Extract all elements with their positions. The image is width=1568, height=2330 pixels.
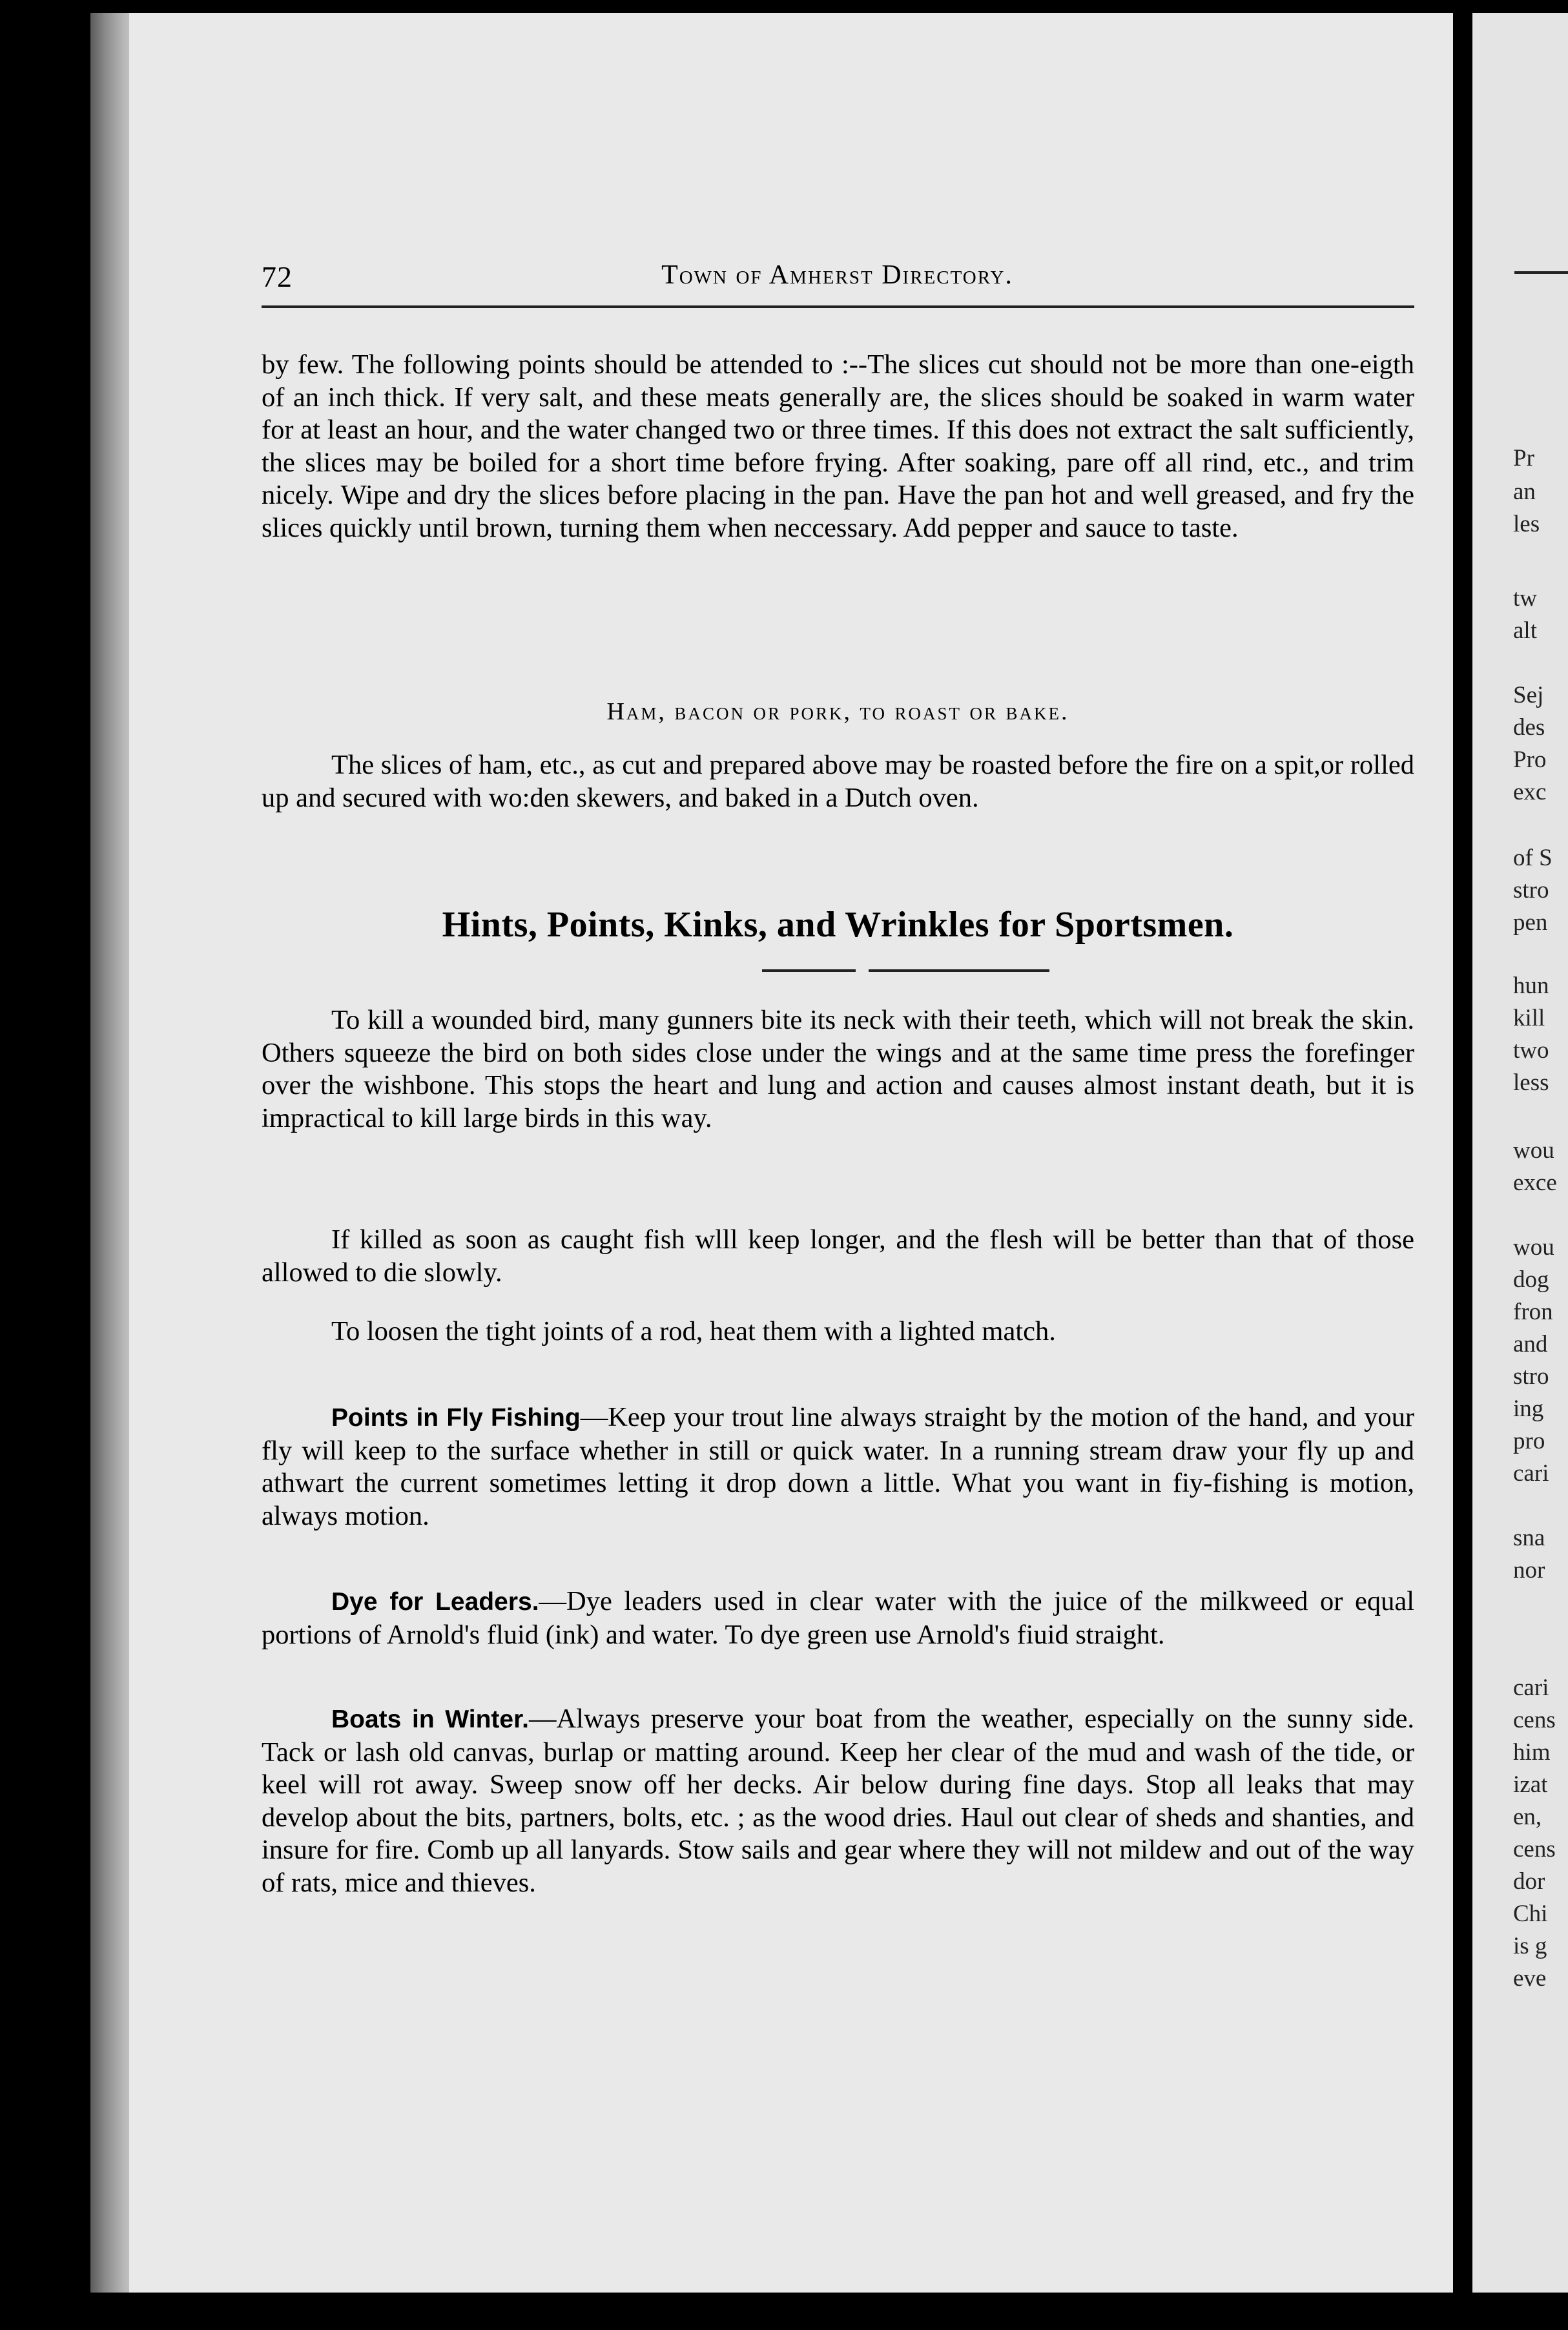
page-gutter <box>1453 0 1472 2330</box>
facing-page-line-fragment: cens <box>1513 1707 1556 1733</box>
fish-paragraph <box>262 1224 1414 1289</box>
paragraph-text <box>262 1703 1414 1899</box>
fly-fishing-paragraph <box>262 1401 1414 1532</box>
facing-page-line-fragment: cari <box>1513 1675 1549 1701</box>
header-rule <box>262 305 1414 308</box>
facing-page-line-fragment: tw <box>1513 585 1537 612</box>
facing-page-line-fragment: Pr <box>1513 445 1534 471</box>
facing-page-line-fragment: Sej <box>1513 682 1544 708</box>
title-rule-right <box>869 969 1049 972</box>
dye-heading: Dye for Leaders. <box>331 1588 539 1616</box>
facing-page-line-fragment: two <box>1513 1037 1549 1064</box>
section-title: Hints, Points, Kinks, and Wrinkles for Sportsmen. <box>442 905 1234 945</box>
facing-page-line-fragment: cari <box>1513 1460 1549 1487</box>
facing-page-line-fragment: eve <box>1513 1965 1547 1992</box>
facing-page-line-fragment: exc <box>1513 779 1547 805</box>
facing-page-header-rule <box>1514 271 1568 274</box>
paragraph-text: To loosen the tight joints of a rod, heat them with a lighted match. <box>331 1316 1056 1346</box>
fly-fishing-heading: Points in Fly Fishing <box>331 1404 581 1432</box>
facing-page-line-fragment: is g <box>1513 1933 1547 1959</box>
facing-page-line-fragment: cens <box>1513 1836 1556 1862</box>
facing-page-line-fragment: alt <box>1513 617 1537 644</box>
boats-winter-paragraph <box>262 1703 1414 1899</box>
facing-page-line-fragment: hun <box>1513 973 1549 999</box>
facing-page-line-fragment: nor <box>1513 1557 1545 1583</box>
facing-page-line-fragment: of S <box>1513 845 1553 871</box>
paragraph-text: To kill a wounded bird, many gunners bite its neck with their teeth, which will not break the skin. Others squeeze the bird on both sides close under the wings and at the same time press the forefinger over the wishbone. This stops the heart and lung and action and causes almost instant death, but it is impractical to kill large birds in this way. <box>262 1005 1414 1133</box>
facing-page-fragment <box>1472 13 1568 2293</box>
facing-page-line-fragment: stro <box>1513 877 1549 903</box>
dye-text: —Dye leaders used in clear water with the juice of the milkweed or equal portions of Arnold's fluid (ink) and water. To dye green use Arnold's fiuid straight. <box>262 1586 1414 1650</box>
facing-page-line-fragment: sna <box>1513 1525 1545 1551</box>
facing-page-line-fragment: des <box>1513 714 1545 741</box>
boats-text: —Always preserve your boat from the weather, especially on the sunny side. Tack or lash old canvas, burlap or matting around. Keep her clear of the mud and wash of the tide, or keel will rot away. Sweep snow off her decks. Air below during fine days. Stop all leaks that may develop about the bits, partners, bolts, etc. ; as the wood dries. Haul out clear of sheds and shanties, and insure for fire. Comb up all lanyards. Stow sails and gear where they will not mildew and out of the way of rats, mice and thieves. <box>262 1704 1414 1898</box>
facing-page-line-fragment: en, <box>1513 1804 1542 1830</box>
paragraph-text <box>262 1401 1414 1532</box>
page-header <box>262 260 1413 298</box>
facing-page-line-fragment: Pro <box>1513 747 1547 773</box>
rod-paragraph <box>262 1315 1414 1348</box>
paragraph-text: The slices of ham, etc., as cut and prepared above may be roasted before the fire on a spit,or rolled up and secured with wo:den skewers, and baked in a Dutch oven. <box>262 750 1414 813</box>
facing-page-line-fragment: exce <box>1513 1170 1557 1196</box>
facing-page-line-fragment: dor <box>1513 1868 1545 1895</box>
facing-page-line-fragment: pen <box>1513 909 1548 936</box>
facing-page-line-fragment: him <box>1513 1739 1551 1766</box>
dye-leaders-paragraph <box>262 1585 1414 1651</box>
facing-page-line-fragment: and <box>1513 1331 1548 1357</box>
running-head: Town of Amherst Directory. <box>661 260 1013 290</box>
page-number: 72 <box>262 260 293 293</box>
paragraph-text <box>262 1585 1414 1651</box>
recipe-subhead: Ham, bacon or pork, to roast or bake. <box>606 698 1069 725</box>
book-binding-shadow <box>0 0 90 2330</box>
facing-page-line-fragment: wou <box>1513 1137 1554 1164</box>
fly-fishing-text: —Keep your trout line always straight by the motion of the hand, and your fly will keep to the surface whether in still or quick water. In a running stream draw your fly up and athwart the current sometimes letting it drop down a little. What you want in fiy-fishing is motion, always motion. <box>262 1402 1414 1531</box>
facing-page-line-fragment: Chi <box>1513 1901 1548 1927</box>
facing-page-line-fragment: les <box>1513 511 1540 537</box>
boats-heading: Boats in Winter. <box>331 1706 529 1733</box>
roast-paragraph <box>262 749 1414 814</box>
facing-page-line-fragment: fron <box>1513 1299 1553 1325</box>
paragraph-text: by few. The following points should be attended to :--The slices cut should not be more than one-eigth of an inch thick. If very salt, and these meats generally are, the slices should be soaked in warm water for at least an hour, and the water changed two or three times. If this does not extract the salt sufficiently, the slices may be boiled for a short time before frying. After soaking, pare off all rind, etc., and trim nicely. Wipe and dry the slices before placing in the pan. Have the pan hot and well greased, and fry the slices quickly until brown, turning them when neccessary. Add pepper and sauce to taste. <box>262 349 1414 543</box>
facing-page-line-fragment: less <box>1513 1069 1549 1096</box>
facing-page-line-fragment: pro <box>1513 1428 1545 1454</box>
facing-page-line-fragment: izat <box>1513 1771 1548 1798</box>
paragraph-text: If killed as soon as caught fish wlll keep longer, and the flesh will be better than that of those allowed to die slowly. <box>262 1224 1414 1288</box>
wounded-bird-paragraph <box>262 1004 1414 1135</box>
facing-page-line-fragment: wou <box>1513 1234 1554 1261</box>
title-rule-left <box>762 969 856 972</box>
facing-page-line-fragment: ing <box>1513 1396 1544 1422</box>
facing-page-line-fragment: dog <box>1513 1266 1549 1293</box>
facing-page-line-fragment: an <box>1513 479 1536 505</box>
carryover-paragraph <box>262 349 1414 544</box>
facing-page-line-fragment: stro <box>1513 1363 1549 1390</box>
facing-page-line-fragment: kill <box>1513 1005 1545 1031</box>
